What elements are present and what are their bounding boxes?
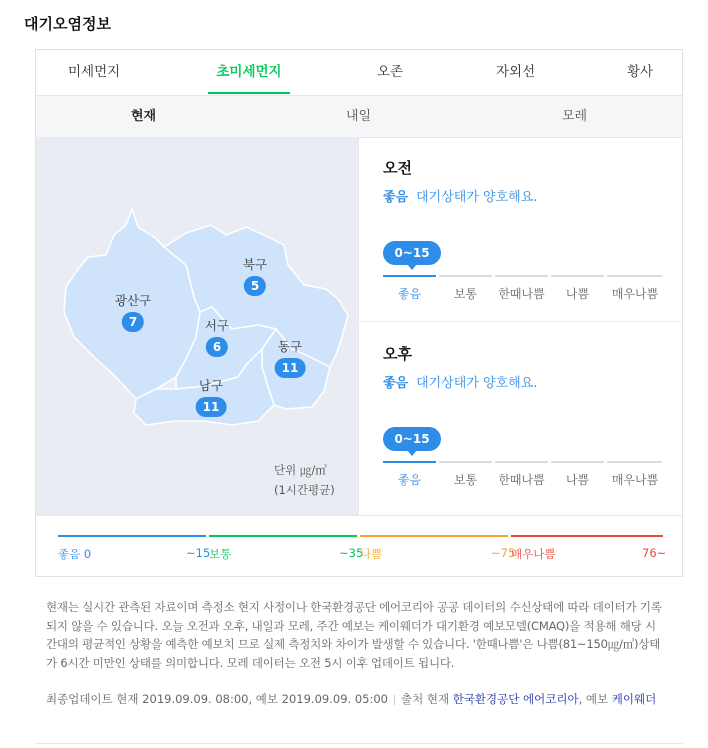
tab-ozone[interactable]: 오존 xyxy=(377,64,404,80)
pollutant-tabs xyxy=(36,50,682,94)
scale-segment-very-bad xyxy=(607,461,662,463)
scale-segment-very-bad xyxy=(607,275,662,277)
forecast-description: 대기상태가 양호해요. xyxy=(416,190,538,205)
unit-average: (1시간평균) xyxy=(274,483,335,497)
scale-label-good: 좋음 xyxy=(397,287,422,301)
scale-segment-good xyxy=(383,461,436,463)
scale-label-normal: 보통 xyxy=(453,287,478,301)
tab-fine-dust[interactable]: 미세먼지 xyxy=(68,64,121,80)
district-value-bukgu[interactable]: 5 xyxy=(244,276,266,296)
district-label-donggu: 동구 xyxy=(277,339,303,354)
scale-segment-good xyxy=(383,275,436,277)
forecast-period-title: 오전 xyxy=(383,159,412,177)
forecast-panel xyxy=(358,137,683,515)
legend-bar-very-bad xyxy=(511,535,663,537)
scale-segment-bad xyxy=(551,461,604,463)
forecast-morning xyxy=(383,157,537,205)
subtab-tomorrow[interactable]: 내일 xyxy=(346,109,372,124)
scale-segment-bad xyxy=(551,275,604,277)
forecast-status xyxy=(383,372,537,391)
data-disclaimer: 현재는 실시간 관측된 자료이며 측정소 현지 사정이나 한국환경공단 에어코리아 공공 데이터의 수신상태에 따라 데이터가 기록되지 않을 수 있습니다. 오늘 오전과 오후, 내일과 모레, 주간 예보는 케이웨더가 대기환경 예보모델(CMAQ)을 적용해 해당 시간대의 평균적인 상황을 예측한 예보치 므로 실제 측정치와 차이가 발생할 수 있습니다. '한때나쁨'은 나쁨(81~150㎍/㎥)상태가 6시간 미만인 상태를 의미합니다. 모레 데이터는 오전 5시 이후 업데이트 됩니다. xyxy=(46,600,662,670)
legend-normal-end: ~35 xyxy=(339,546,364,560)
scale-label-bad: 나쁨 xyxy=(565,473,590,487)
legend-good-start: 좋음 0 xyxy=(58,547,92,561)
scale-segment-sometimes-bad xyxy=(495,461,548,463)
district-value-seogu[interactable]: 6 xyxy=(206,337,228,357)
source-forecast-prefix: , 예보 xyxy=(578,692,609,706)
tab-ultrafine-dust[interactable]: 초미세먼지 xyxy=(208,50,290,94)
district-value-namgu[interactable]: 11 xyxy=(196,397,227,417)
scale-segment-normal xyxy=(439,275,492,277)
legend-bar-normal xyxy=(209,535,357,537)
forecast-period-title: 오후 xyxy=(383,345,412,363)
scale-label-very-bad: 매우나쁨 xyxy=(611,287,659,301)
source-prefix: 출처 현재 xyxy=(400,692,450,706)
forecast-scale-morning xyxy=(383,241,663,301)
scale-label-very-bad: 매우나쁨 xyxy=(611,473,659,487)
district-label-namgu: 남구 xyxy=(198,378,224,393)
forecast-grade: 좋음 xyxy=(383,190,409,205)
district-value-gwangsan[interactable]: 7 xyxy=(122,312,144,332)
separator xyxy=(394,695,395,705)
scale-segment-normal xyxy=(439,461,492,463)
district-label-gwangsan: 광산구 xyxy=(114,293,152,308)
legend-bar-bad xyxy=(360,535,508,537)
district-label-bukgu: 북구 xyxy=(242,257,268,272)
day-tabs xyxy=(36,95,682,138)
legend-very-bad-start: 76~ xyxy=(642,546,667,560)
forecast-afternoon xyxy=(383,343,537,391)
legend-bar-good xyxy=(58,535,206,537)
forecast-range-bubble: 0~15 xyxy=(383,427,441,451)
page-title: 대기오염정보 xyxy=(24,15,111,33)
air-quality-panel xyxy=(35,49,683,577)
grade-legend xyxy=(36,515,682,578)
forecast-divider xyxy=(359,321,683,322)
subtab-now[interactable]: 현재 xyxy=(131,109,157,124)
scale-label-good: 좋음 xyxy=(397,473,422,487)
source-link-airkorea[interactable]: 한국환경공단 에어코리아 xyxy=(452,692,579,706)
forecast-scale-afternoon xyxy=(383,427,663,487)
legend-bad-label: 나쁨 xyxy=(360,547,383,561)
forecast-status xyxy=(383,186,537,205)
source-link-kweather[interactable]: 케이웨더 xyxy=(611,692,657,706)
legend-normal-label: 보통 xyxy=(209,547,232,561)
legend-good-end: ~15 xyxy=(186,546,211,560)
scale-label-sometimes-bad: 한때나쁨 xyxy=(498,473,545,487)
forecast-range-bubble: 0~15 xyxy=(383,241,441,265)
district-value-donggu[interactable]: 11 xyxy=(275,358,306,378)
district-map xyxy=(36,137,358,515)
district-label-seogu: 서구 xyxy=(204,318,230,333)
forecast-description: 대기상태가 양호해요. xyxy=(416,376,538,391)
subtab-day-after[interactable]: 모레 xyxy=(562,109,588,124)
scale-label-bad: 나쁨 xyxy=(565,287,590,301)
legend-bad-end: ~75 xyxy=(491,546,516,560)
scale-label-sometimes-bad: 한때나쁨 xyxy=(498,287,545,301)
unit-note xyxy=(274,460,335,500)
scale-label-normal: 보통 xyxy=(453,473,478,487)
scale-segment-sometimes-bad xyxy=(495,275,548,277)
bottom-divider xyxy=(35,743,683,744)
tab-yellow-dust[interactable]: 황사 xyxy=(627,64,654,80)
unit-label: 단위 ㎍/㎥ xyxy=(274,463,327,477)
forecast-grade: 좋음 xyxy=(383,376,409,391)
tab-uv[interactable]: 자외선 xyxy=(496,64,536,80)
update-time: 최종업데이트 현재 2019.09.09. 08:00, 예보 2019.09.09. 05:00 xyxy=(46,692,388,706)
legend-very-bad-label: 매우나쁨 xyxy=(511,547,556,561)
update-info xyxy=(46,690,664,708)
